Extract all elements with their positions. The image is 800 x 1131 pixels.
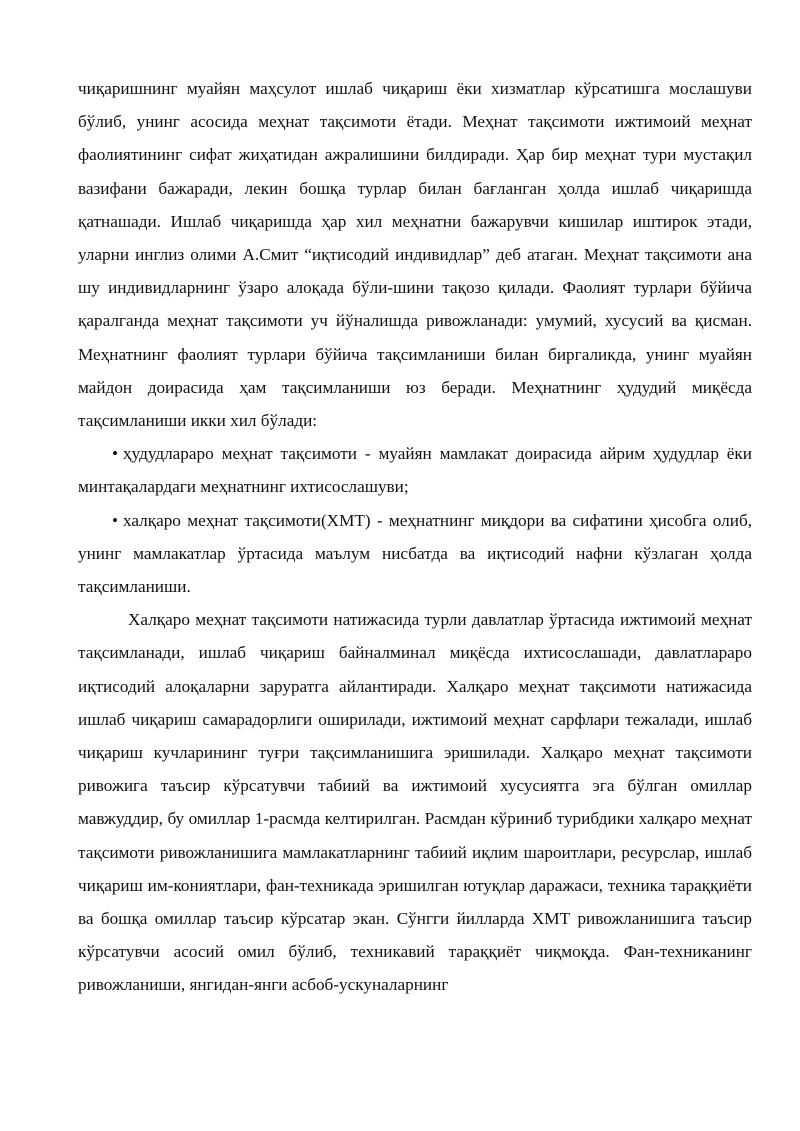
bullet-item-2 [78,504,752,604]
bullet-text-2: халқаро меҳнат тақсимоти(ХМТ) - меҳнатнинг миқдори ва сифатини ҳисобга олиб, унинг мамлакатлар ўртасида маълум нисбатда ва иқтисодий нафни кўзлаган ҳолда тақсимланиши. [78,510,752,597]
paragraph-2: Халқаро меҳнат тақсимоти натижасида турли давлатлар ўртасида ижтимоий меҳнат тақсимланади, ишлаб чиқариш байналминал миқёсда ихтисослашади, давлатлараро иқтисодий алоқаларни заруратга айлантиради. Халқаро меҳнат тақсимоти натижасида ишлаб чиқариш самарадорлиги оширилади, ижтимоий меҳнат сарфлари тежалади, ишлаб чиқариш кучларининг туғри тақсимланишига эришилади. Халқаро меҳнат тақсимоти ривожига таъсир кўрсатувчи табиий ва ижтимоий хусусиятга эга бўлган омиллар мавжуддир, бу омиллар 1-расмда келтирилган. Расмдан кўриниб турибдики халқаро меҳнат тақсимоти ривожланишига мамлакатларнинг табиий иқлим шароитлари, ресурслар, ишлаб чиқариш им-кониятлари, фан-техникада эришилган ютуқлар даражаси, техника тараққиёти ва бошқа омиллар таъсир кўрсатар экан. Сўнгги йилларда ХМТ ривожланишига таъсир кўрсатувчи асосий омил бўлиб, техникавий тараққиёт чиқмоқда. Фан-техниканинг ривожланиши, янгидан-янги асбоб-ускуналарнинг [78,610,752,995]
paragraph-1: чиқаришнинг муайян маҳсулот ишлаб чиқариш ёки хизматлар кўрсатишга мослашуви бўлиб, унинг асосида меҳнат тақсимоти ётади. Меҳнат тақсимоти ижтимоий меҳнат фаолиятининг сифат жиҳатидан ажралишини билдиради. Ҳар бир меҳнат тури мустақил вазифани бажаради, лекин бошқа турлар билан бағланган ҳолда ишлаб чиқаришда қатнашади. Ишлаб чиқаришда ҳар хил меҳнатни бажарувчи кишилар иштирок этади, уларни инглиз олими А.Смит “иқтисодий индивидлар” деб атаган. Меҳнат тақсимоти ана шу индивидларнинг ўзаро алоқада бўли-шини тақозо қилади. Фаолият турлари бўйича қаралганда меҳнат тақсимоти уч йўналишда ривожланади: умумий, хусусий ва қисман. Меҳнатнинг фаолият турлари бўйича тақсимланиши билан биргаликда, унинг муайян майдон доирасида ҳам тақсимланиши юз беради. Меҳнатнинг ҳудудий миқёсда тақсимланиши икки хил бўлади: [78,79,752,431]
bullet-dot: • [112,510,119,530]
document-page [78,72,752,1002]
bullet-dot: • [112,444,119,464]
bullet-item-1 [78,437,752,503]
bullet-text-1: ҳудудлараро меҳнат тақсимоти - муайян мамлакат доирасида айрим ҳудудлар ёки минтақалардаги меҳнатнинг ихтисослашуви; [78,444,752,497]
